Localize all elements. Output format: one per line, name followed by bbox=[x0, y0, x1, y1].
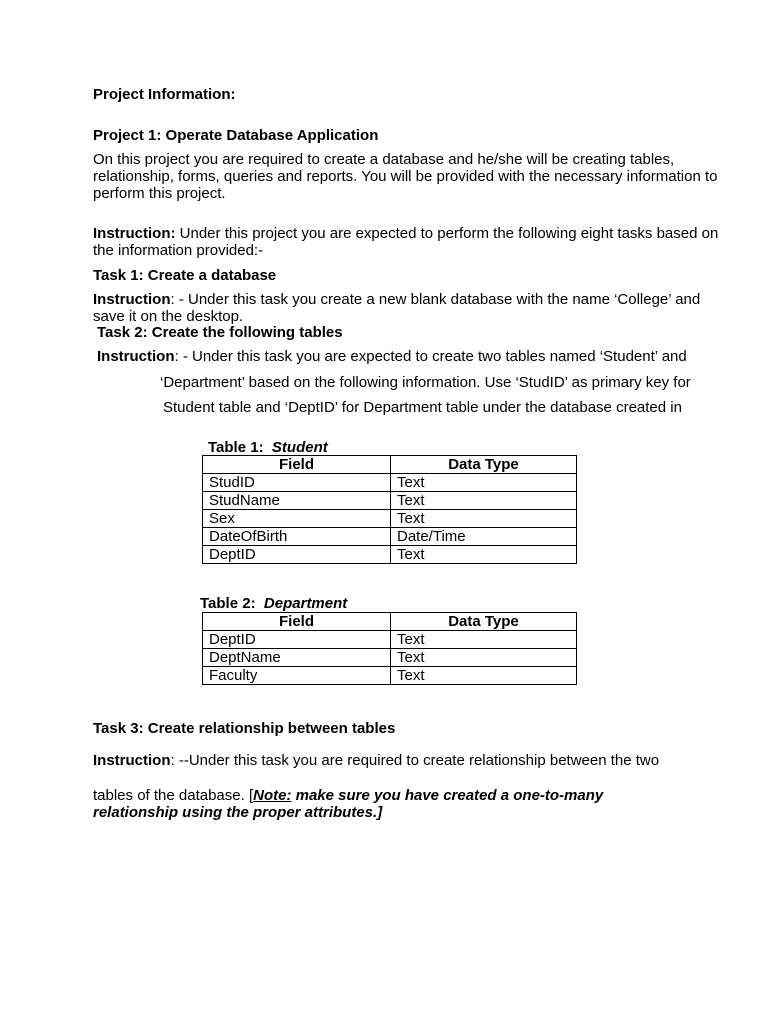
type-cell: Text bbox=[391, 649, 577, 667]
task2-instruction-line3: Student table and ‘DeptID’ for Department table under the database created in bbox=[163, 399, 682, 416]
type-cell: Text bbox=[391, 667, 577, 685]
task2-instruction-line1 bbox=[97, 348, 687, 365]
table-row bbox=[203, 474, 577, 492]
type-cell: Text bbox=[391, 510, 577, 528]
instruction-text: : - Under this task you create a new blank database with the name ‘College’ and save it on the desktop. bbox=[93, 291, 701, 325]
table-row bbox=[203, 631, 577, 649]
instruction-label: Instruction bbox=[97, 348, 175, 365]
table1-caption-prefix: Table 1: bbox=[208, 439, 264, 456]
field-cell: StudName bbox=[203, 492, 391, 510]
field-cell: DeptName bbox=[203, 649, 391, 667]
table2-caption bbox=[200, 595, 347, 612]
department-table bbox=[202, 612, 577, 685]
instruction-label: Instruction bbox=[93, 752, 171, 769]
field-cell: DeptID bbox=[203, 546, 391, 564]
student-table bbox=[202, 455, 577, 564]
table-header-row bbox=[203, 613, 577, 631]
task3-heading: Task 3: Create relationship between tables bbox=[93, 720, 396, 737]
table-header-row bbox=[203, 456, 577, 474]
header-data-type: Data Type bbox=[391, 456, 577, 474]
table-row bbox=[203, 492, 577, 510]
table-row bbox=[203, 510, 577, 528]
table-row bbox=[203, 528, 577, 546]
field-cell: Faculty bbox=[203, 667, 391, 685]
task2-heading: Task 2: Create the following tables bbox=[97, 324, 343, 341]
table1-caption-name: Student bbox=[271, 439, 328, 456]
type-cell: Text bbox=[391, 631, 577, 649]
task1-heading: Task 1: Create a database bbox=[93, 267, 277, 284]
instruction-label: Instruction: bbox=[93, 225, 176, 242]
table-row bbox=[203, 546, 577, 564]
header-data-type: Data Type bbox=[391, 613, 577, 631]
field-cell: DateOfBirth bbox=[203, 528, 391, 546]
type-cell: Text bbox=[391, 546, 577, 564]
header-field: Field bbox=[203, 613, 391, 631]
table2-caption-prefix: Table 2: bbox=[200, 595, 256, 612]
task3-instruction-line2 bbox=[93, 787, 653, 821]
instruction-text: Under this project you are expected to perform the following eight tasks based on the information provided:- bbox=[93, 225, 719, 259]
project1-description: On this project you are required to create a database and he/she will be creating tables, relationship, forms, queries and reports. You will be provided with the necessary information to perform this project. bbox=[93, 151, 718, 202]
table-row bbox=[203, 649, 577, 667]
type-cell: Date/Time bbox=[391, 528, 577, 546]
instruction-text: : - Under this task you are expected to create two tables named ‘Student’ and bbox=[174, 348, 687, 365]
field-cell: Sex bbox=[203, 510, 391, 528]
project1-instruction bbox=[93, 225, 723, 259]
instruction-label: Instruction bbox=[93, 291, 171, 308]
note-text: make sure you have created a one-to-many relationship using the proper attributes.] bbox=[93, 787, 604, 821]
header-field: Field bbox=[203, 456, 391, 474]
task1-instruction bbox=[93, 291, 723, 325]
instruction-text: : --Under this task you are required to create relationship between the two bbox=[170, 752, 660, 769]
note-label: Note: bbox=[253, 787, 292, 804]
instruction-text: tables of the database. [ bbox=[93, 787, 254, 804]
type-cell: Text bbox=[391, 474, 577, 492]
project-info-heading: Project Information: bbox=[93, 86, 236, 103]
type-cell: Text bbox=[391, 492, 577, 510]
field-cell: StudID bbox=[203, 474, 391, 492]
table1-caption bbox=[208, 439, 328, 456]
table2-caption-name: Department bbox=[263, 595, 348, 612]
task2-instruction-line2: ‘Department’ based on the following information. Use ‘StudID’ as primary key for bbox=[160, 374, 691, 391]
task3-instruction-line1 bbox=[93, 752, 659, 769]
table-row bbox=[203, 667, 577, 685]
field-cell: DeptID bbox=[203, 631, 391, 649]
project1-heading: Project 1: Operate Database Application bbox=[93, 127, 379, 144]
